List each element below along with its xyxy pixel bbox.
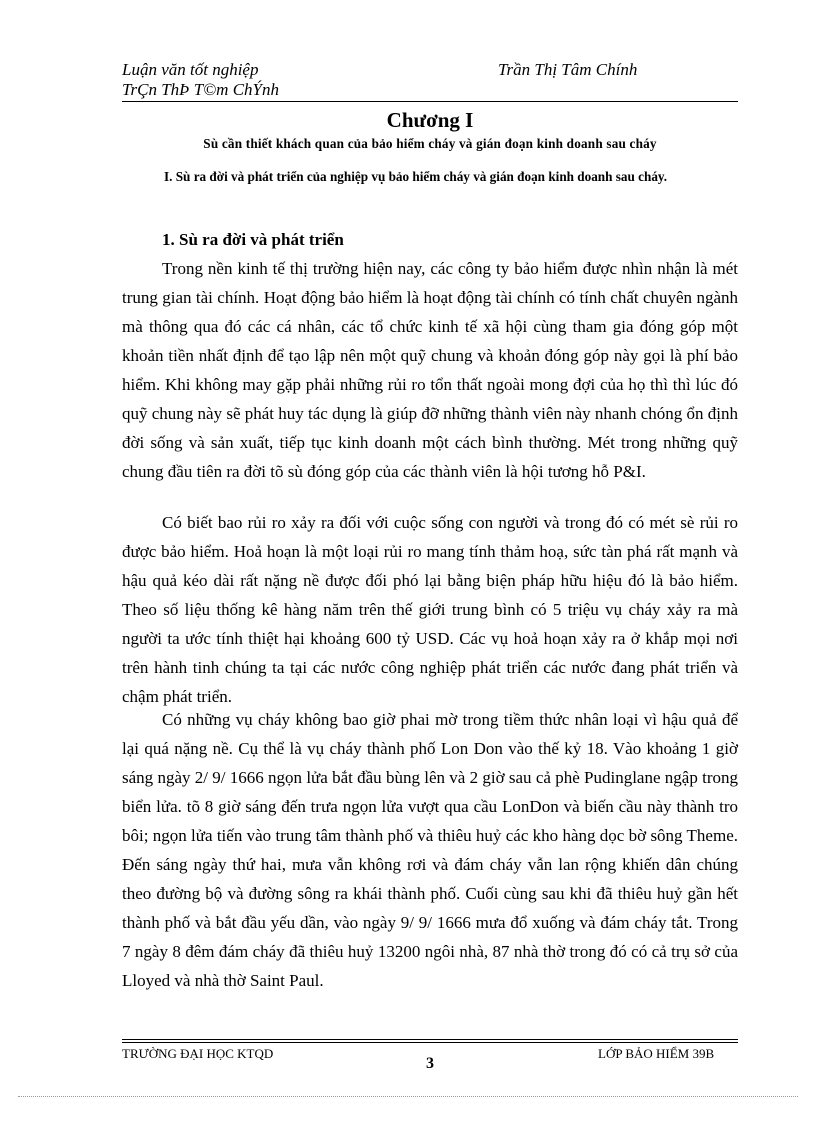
footer-school: TRƯỜNG ĐẠI HỌC KTQD (122, 1046, 274, 1061)
chapter-subtitle: Sù cần thiết khách quan của bảo hiểm cháy và gián đoạn kinh doanh sau cháy (203, 136, 657, 151)
page-number: 3 (426, 1055, 434, 1072)
body-paragraph: Trong nền kinh tế thị trường hiện nay, các công ty bảo hiểm được nhìn nhận là mét trung gian tài chính. Hoạt động bảo hiểm là hoạt động tài chính có tính chất chuyên ngành mà thông qua đó các cá nhân, các tổ chức kinh tế xã hội cùng tham gia đóng góp một khoản tiền nhất định để tạo lập nên một quỹ chung và khoản đóng góp này gọi là phí bảo hiểm. Khi không may gặp phải những rủi ro tổn thất ngoài mong đợi của họ thì thì lúc đó quỹ chung này sẽ phát huy tác dụng là giúp đỡ những thành viên này nhanh chóng ổn định đời sống và sản xuất, tiếp tục kinh doanh một cách bình thường. Mét trong những quỹ chung đầu tiên ra đời tõ sù đóng góp của các thành viên là hội tương hỗ P&I. (122, 259, 738, 481)
body-paragraph: Có biết bao rủi ro xảy ra đối với cuộc sống con người và trong đó có mét sè rủi ro được bảo hiểm. Hoả hoạn là một loại rủi ro mang tính thảm hoạ, sức tàn phá rất mạnh và hậu quả kéo dài rất nặng nề được đối phó lại bằng biện pháp hữu hiệu đó là bảo hiểm. Theo số liệu thống kê hàng năm trên thế giới trung bình có 5 triệu vụ cháy xảy ra mà người ta ước tính thiệt hại khoảng 600 tỷ USD. Các vụ hoả hoạn xảy ra ở khắp mọi nơi trên hành tinh chúng ta tại các nước công nghiệp phát triển các nước đang phát triển và chậm phát triển. (122, 513, 738, 706)
header-thesis-label: Luận văn tốt nghiệp (122, 60, 259, 79)
footer-class: LỚP BẢO HIỂM 39B (598, 1046, 715, 1061)
header-author-name-garbled: TrÇn ThÞ T©m ChÝnh (122, 80, 280, 99)
header-author-name: Trần Thị Tâm Chính (498, 60, 638, 79)
page-boundary-dotted-line (18, 1096, 798, 1097)
footer-rule-bottom (122, 1042, 738, 1043)
section-heading: I. Sù ra đời và phát triển của nghiệp vụ bảo hiểm cháy và gián đoạn kinh doanh sau cháy. (164, 169, 668, 184)
chapter-title: Chương I (386, 108, 474, 132)
footer-rule-top (122, 1039, 738, 1040)
subsection-heading: 1. Sù ra đời và phát triển (162, 230, 344, 249)
header-rule (122, 101, 738, 102)
body-paragraph: Có những vụ cháy không bao giờ phai mờ trong tiềm thức nhân loại vì hậu quả để lại quá nặng nề. Cụ thể là vụ cháy thành phố Lon Don vào thế kỷ 18. Vào khoảng 1 giờ sáng ngày 2/ 9/ 1666 ngọn lửa bắt đầu bùng lên và 2 giờ sau cả phè Pudinglane ngập trong biển lửa. tõ 8 giờ sáng đến trưa ngọn lửa vượt qua cầu LonDon và biến cầu này thành tro bôi; ngọn lửa tiến vào trung tâm thành phố và thiêu huỷ các kho hàng dọc bờ sông Theme. Đến sáng ngày thứ hai, mưa vẫn không rơi và đám cháy vẫn lan rộng khiến dân chúng theo đường bộ và đường sông ra khái thành phố. Cuối cùng sau khi đã thiêu huỷ gần hết thành phố và bắt đầu yếu dần, vào ngày 9/ 9/ 1666 mưa đổ xuống và đám cháy tắt. Trong 7 ngày 8 đêm đám cháy đã thiêu huỷ 13200 ngôi nhà, 87 nhà thờ trong đó có cả trụ sở của Lloyed và nhà thờ Saint Paul. (122, 710, 738, 990)
